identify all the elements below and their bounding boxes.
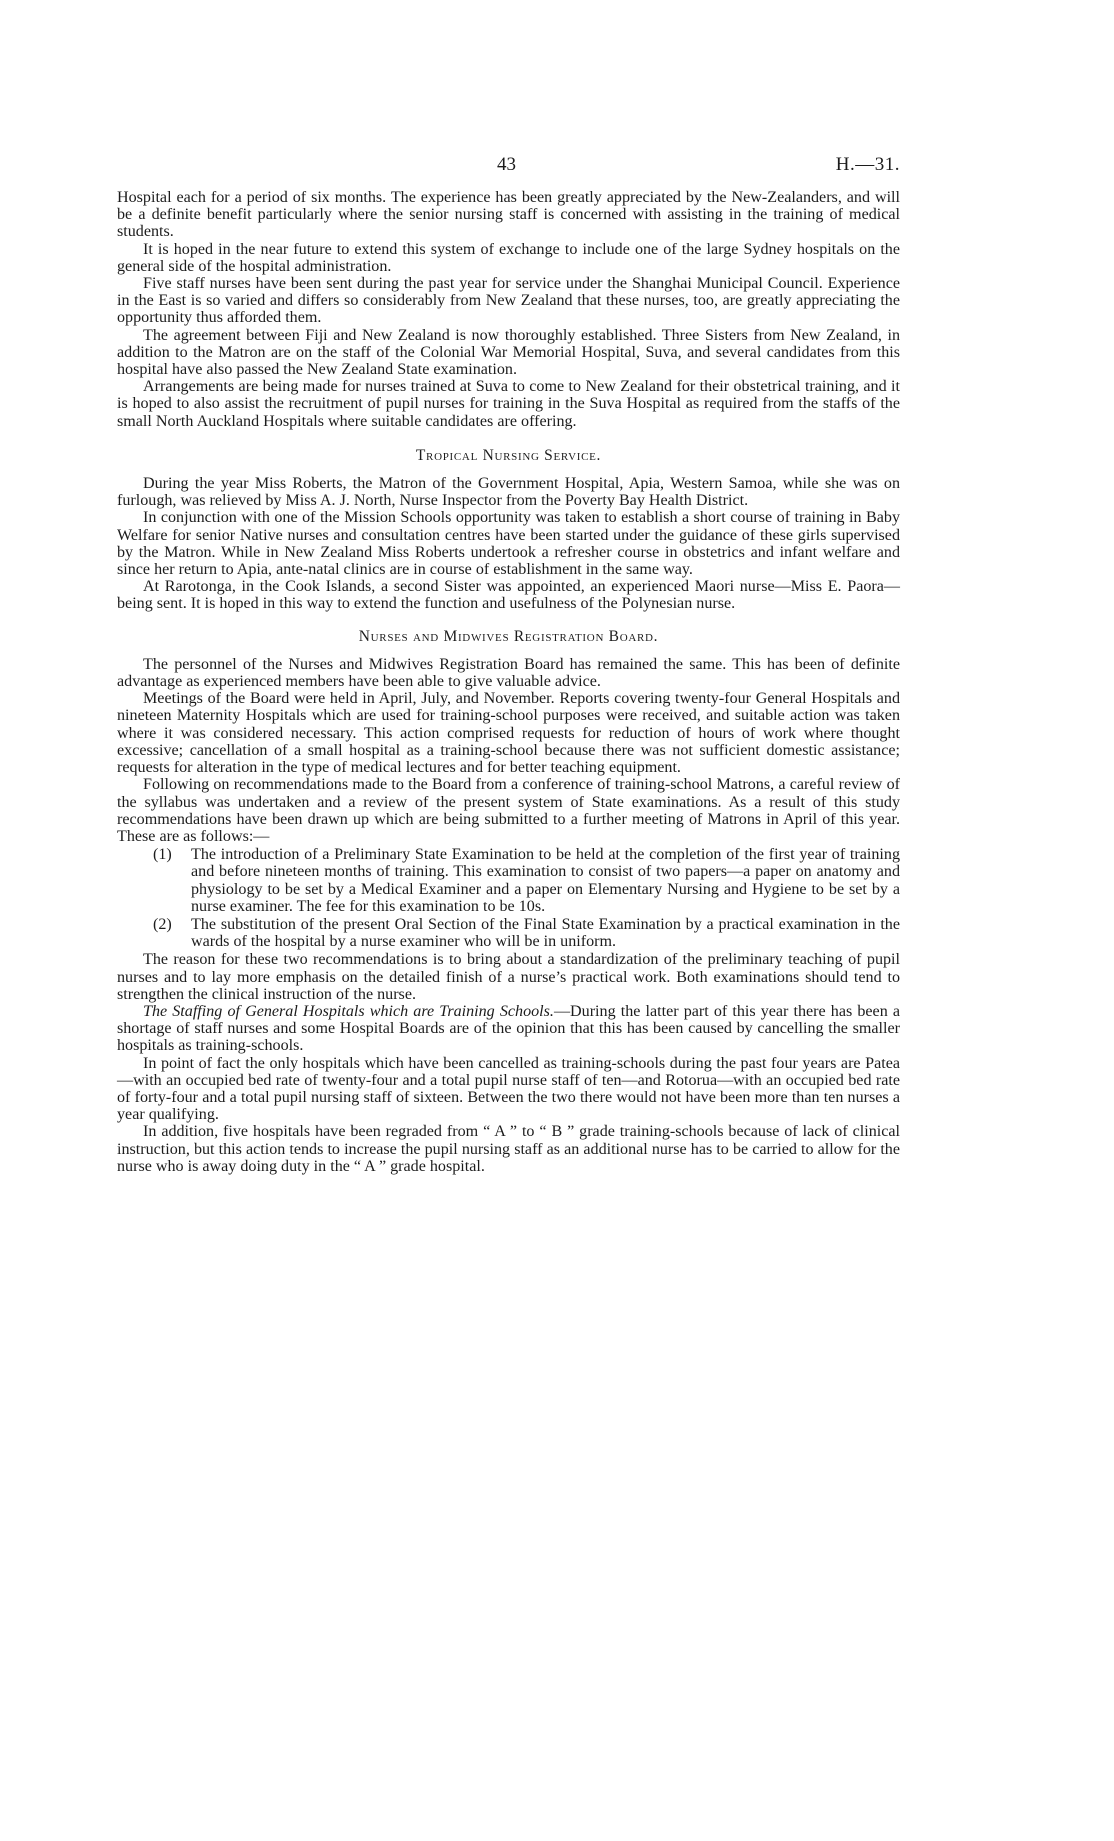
paragraph: Meetings of the Board were held in April, July, and November. Reports covering twenty-four General Hospitals and nineteen Maternity Hospitals which are used for training-school purposes were received, and suitable action was taken where it was considered necessary. This action comprised requests for reduction of hours of work where thought excessive; cancellation of a small hospital as a training-school because there was not sufficient domestic assistance; requests for alteration in the type of medical lectures and for better teaching equipment. [117,690,900,777]
paragraph: Five staff nurses have been sent during the past year for service under the Shanghai Municipal Council. Experience in the East is so varied and differs so considerably from New Zealand that these nurses, too, are greatly appreciating the opportunity thus afforded them. [117,275,900,327]
paragraph: Hospital each for a period of six months. The experience has been greatly appreciated by the New-Zealanders, and will be a definite benefit particularly where the senior nursing staff is concerned with assisting in the training of medical students. [117,189,900,241]
document-reference: H.—31. [835,154,900,175]
staffing-title: The Staffing of General Hospitals which are Training Schools. [143,1002,554,1020]
document-body [117,189,900,1175]
section-heading-registration-board: Nurses and Midwives Registration Board. [358,627,659,645]
paragraph-staffing [117,1003,900,1055]
list-item [117,916,900,950]
paragraph: In addition, five hospitals have been regraded from “ A ” to “ B ” grade training-schools because of lack of clinical instruction, but this action tends to increase the pupil nursing staff as an additional nurse has to be carried to allow for the nurse who is away doing duty in the “ A ” grade hospital. [117,1123,900,1175]
paragraph: Following on recommendations made to the Board from a conference of training-school Matrons, a careful review of the syllabus was undertaken and a review of the present system of State examinations. As a result of this study recommendations have been drawn up which are being submitted to a further meeting of Matrons in April of this year. These are as follows:— [117,776,900,845]
page-header [117,154,900,184]
paragraph: In point of fact the only hospitals which have been cancelled as training-schools during the past four years are Patea—with an occupied bed rate of twenty-four and a total pupil nurse staff of ten—and Rotorua—with an occupied bed rate of forty-four and a total pupil nursing staff of sixteen. Between the two there would not have been more than ten nurses a year qualifying. [117,1054,900,1124]
paragraph: The reason for these two recommendations is to bring about a standardization of the preliminary teaching of pupil nurses and to lay more emphasis on the detailed finish of a nurse’s practical work. Both examinations should tend to strengthen the clinical instruction of the nurse. [117,951,900,1003]
paragraph: Arrangements are being made for nurses trained at Suva to come to New Zealand for their obstetrical training, and it is hoped to also assist the recruitment of pupil nurses for training in the Suva Hospital as required from the staffs of the small North Auckland Hospitals where suitable candidates are offering. [117,378,900,430]
list-item-number: (2) [153,915,172,933]
paragraph: In conjunction with one of the Mission Schools opportunity was taken to establish a short course of training in Baby Welfare for senior Native nurses and consultation centres have been started under the guidance of these girls supervised by the Matron. While in New Zealand Miss Roberts undertook a refresher course in obstetrics and infant welfare and since her return to Apia, ante-natal clinics are in course of establishment in the same way. [117,509,900,579]
list-item-text: The substitution of the present Oral Section of the Final State Examination by a practical examination in the wards of the hospital by a nurse examiner who will be in uniform. [191,915,900,951]
paragraph: The personnel of the Nurses and Midwives Registration Board has remained the same. This has been of definite advantage as experienced members have been able to give valuable advice. [117,655,900,691]
paragraph: The agreement between Fiji and New Zealand is now thoroughly established. Three Sisters from New Zealand, in addition to the Matron are on the staff of the Colonial War Memorial Hospital, Suva, and several candidates from this hospital have also passed the New Zealand State examination. [117,326,900,379]
staffing-text: —During the latter part of this year there has been a shortage of staff nurses and some Hospital Boards are of the opinion that this has been caused by cancelling the smaller hospitals as training-schools. [117,1002,901,1055]
paragraph: During the year Miss Roberts, the Matron of the Government Hospital, Apia, Western Samoa, while she was on furlough, was relieved by Miss A. J. North, Nurse Inspector from the Poverty Bay Health District. [117,475,900,510]
page-number: 43 [497,154,516,175]
section-heading-tropical-nursing: Tropical Nursing Service. [415,446,602,464]
list-item-text: The introduction of a Preliminary State Examination to be held at the completion of the first year of training and before nineteen months of training. This examination to consist of two papers—a paper on anatomy and physiology to be set by a Medical Examiner and a paper on Elementary Nursing and Hygiene to be set by a nurse examiner. The fee for this examination to be 10s. [191,846,900,915]
list-item-number: (1) [153,846,172,864]
paragraph: At Rarotonga, in the Cook Islands, a second Sister was appointed, an experienced Maori nurse—Miss E. Paora—being sent. It is hoped in this way to extend the function and usefulness of the Polynesian nurse. [117,578,900,613]
list-item [117,846,900,915]
paragraph: It is hoped in the near future to extend this system of exchange to include one of the large Sydney hospitals on the general side of the hospital administration. [117,240,900,275]
